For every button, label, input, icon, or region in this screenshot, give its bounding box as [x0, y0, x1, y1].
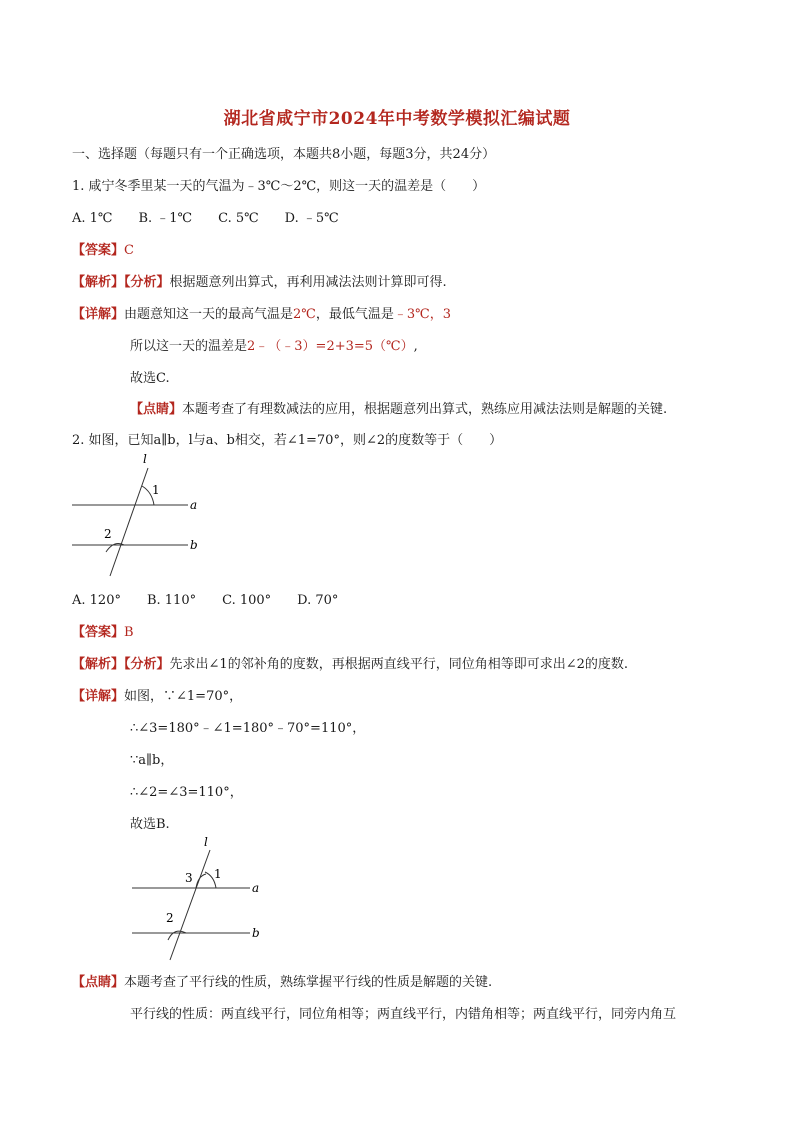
q2-analysis — [72, 656, 628, 674]
label-b: b — [252, 926, 260, 940]
angle-2-arc — [168, 931, 186, 940]
q1-stem: 1. 咸宁冬季里某一天的气温为﹣3℃～2℃，则这一天的温差是（ ） — [72, 179, 486, 194]
label-l: l — [143, 452, 147, 466]
analysis-subtag: 【分析】 — [124, 657, 170, 672]
section-heading: 一、选择题（每题只有一个正确选项，本题共8小题，每题3分，共24分） — [72, 147, 496, 162]
q1-comment — [130, 401, 667, 419]
q1-analysis — [72, 274, 447, 292]
label-l: l — [204, 836, 208, 849]
q1-detail — [72, 306, 451, 324]
analysis-subtag: 【分析】 — [124, 275, 170, 290]
answer-tag: 【答案】 — [72, 625, 125, 640]
analysis-tag: 【解析】 — [72, 657, 125, 672]
q2-comment — [72, 974, 492, 992]
detail-value-high: 2℃ — [293, 307, 316, 322]
q2-detail-line-4: ∴∠2=∠3=110°， — [130, 785, 243, 800]
q1-detail2 — [130, 338, 418, 356]
answer-value: C — [124, 243, 134, 258]
q2-options: A. 120° B. 110° C. 100° D. 70° — [72, 593, 339, 608]
page-title: 湖北省咸宁市2024年中考数学模拟汇编试题 — [223, 109, 571, 129]
comment-tag: 【点睛】 — [130, 402, 183, 417]
detail-tag: 【详解】 — [72, 689, 125, 704]
comment-text: 本题考查了有理数减法的应用，根据题意列出算式，熟练应用减法法则是解题的关键. — [182, 402, 668, 417]
comment-text: 本题考查了平行线的性质，熟练掌握平行线的性质是解题的关键. — [124, 975, 493, 990]
line-l — [170, 850, 210, 960]
detail-text-mid: ，最低气温是 — [315, 307, 394, 322]
analysis-text: 先求出∠1的邻补角的度数，再根据两直线平行，同位角相等即可求出∠2的度数. — [169, 657, 628, 672]
label-1: 1 — [152, 483, 160, 497]
analysis-tag: 【解析】 — [72, 275, 125, 290]
detail2-suffix: , — [413, 339, 418, 354]
answer-tag: 【答案】 — [72, 243, 125, 258]
label-a: a — [190, 498, 198, 512]
detail-tag: 【详解】 — [72, 307, 125, 322]
q2-choose: 故选B. — [130, 817, 170, 832]
label-b: b — [190, 538, 198, 552]
q2-stem: 2. 如图，已知a∥b，l与a、b相交，若∠1=70°，则∠2的度数等于（ ） — [72, 433, 503, 448]
comment-tag: 【点睛】 — [72, 975, 125, 990]
label-1: 1 — [214, 867, 222, 881]
answer-value: B — [124, 625, 134, 640]
q2-detail-line-2: ∴∠3=180°﹣∠1=180°﹣70°=110°， — [130, 721, 366, 736]
q2-property: 平行线的性质：两直线平行，同位角相等；两直线平行，内错角相等；两直线平行，同旁内角互 — [130, 1007, 677, 1022]
q1-answer — [72, 242, 134, 260]
detail-line-1: 如图，∵∠1=70°， — [124, 689, 243, 704]
label-2: 2 — [166, 911, 174, 925]
q2-detail — [72, 688, 242, 706]
q1-choose: 故选C. — [130, 371, 170, 386]
q1-options: A. 1℃ B. ﹣1℃ C. 5℃ D. ﹣5℃ — [72, 211, 339, 226]
q2-figure-solution — [128, 836, 278, 966]
q2-answer — [72, 624, 134, 642]
q2-detail-line-3: ∵a∥b， — [130, 753, 174, 768]
label-3: 3 — [185, 871, 193, 885]
line-l — [110, 468, 148, 576]
detail2-text: 所以这一天的温差是 — [130, 339, 248, 354]
detail2-expr: 2﹣（﹣3）=2+3=5（℃） — [247, 339, 414, 354]
angle-3-arc — [196, 874, 206, 888]
detail-value-low: ﹣3℃，3 — [393, 307, 451, 322]
analysis-text: 根据题意列出算式，再利用减法法则计算即可得. — [169, 275, 447, 290]
detail-text: 由题意知这一天的最高气温是 — [124, 307, 294, 322]
label-2: 2 — [104, 527, 112, 541]
q2-figure-parallel-lines — [68, 448, 218, 588]
label-a: a — [252, 881, 260, 895]
